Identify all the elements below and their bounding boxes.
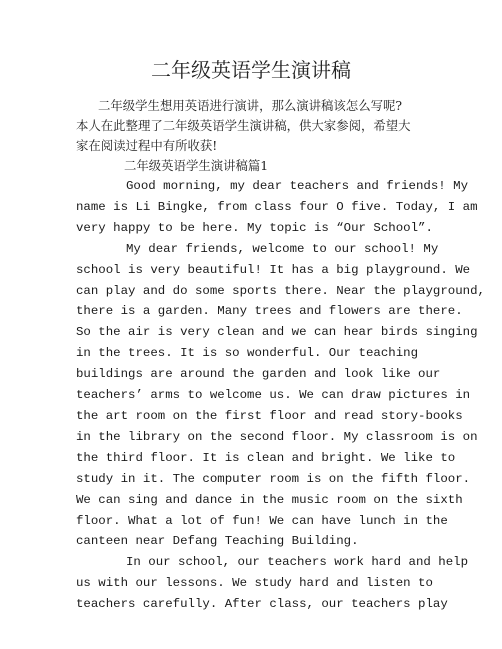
body-line: canteen near Defang Teaching Building. [76, 534, 359, 549]
body-line: floor. What a lot of fun! We can have lunch in the [76, 513, 448, 528]
intro-paragraph [76, 96, 436, 156]
speech-body [76, 176, 485, 615]
body-line: the art room on the first floor and read story-books [76, 408, 463, 423]
body-line: In our school, our teachers work hard and help [126, 555, 469, 570]
body-line: teachers carefully. After class, our teachers play [76, 597, 448, 612]
body-line: We can sing and dance in the music room on the sixth [76, 492, 463, 507]
body-line: teachers’ arms to welcome us. We can draw pictures in [76, 388, 471, 403]
body-line: in the library on the second floor. My classroom is on [76, 429, 478, 444]
document-title: 二年级英语学生演讲稿 [151, 58, 351, 82]
body-line: in the trees. It is so wonderful. Our teaching [76, 346, 419, 361]
intro-line: 本人在此整理了二年级英语学生演讲稿，供大家参阅，希望大 [76, 118, 411, 133]
body-line: My dear friends, welcome to our school! My [126, 241, 439, 256]
body-line: school is very beautiful! It has a big playground. We [76, 262, 471, 277]
section-heading: 二年级英语学生演讲稿篇1 [124, 158, 269, 173]
body-line: the third floor. It is clean and bright. We like to [76, 450, 456, 465]
body-line: can play and do some sports there. Near the playground, [76, 283, 485, 298]
intro-line: 家在阅读过程中有所收获! [76, 138, 218, 153]
body-line: us with our lessons. We study hard and listen to [76, 576, 433, 591]
body-line: So the air is very clean and we can hear birds singing [76, 325, 478, 340]
body-line: Good morning, my dear teachers and friends! My [126, 179, 469, 193]
body-line: name is Li Bingke, from class four O five. Today, I am [76, 199, 478, 214]
body-line: there is a garden. Many trees and flowers are there. [76, 304, 463, 319]
body-line: study in it. The computer room is on the fifth floor. [76, 471, 471, 486]
body-line: very happy to be here. My topic is “Our School”. [76, 220, 433, 235]
body-line: buildings are around the garden and look like our [76, 367, 441, 382]
intro-line: 二年级学生想用英语进行演讲，那么演讲稿该怎么写呢? [98, 98, 403, 113]
